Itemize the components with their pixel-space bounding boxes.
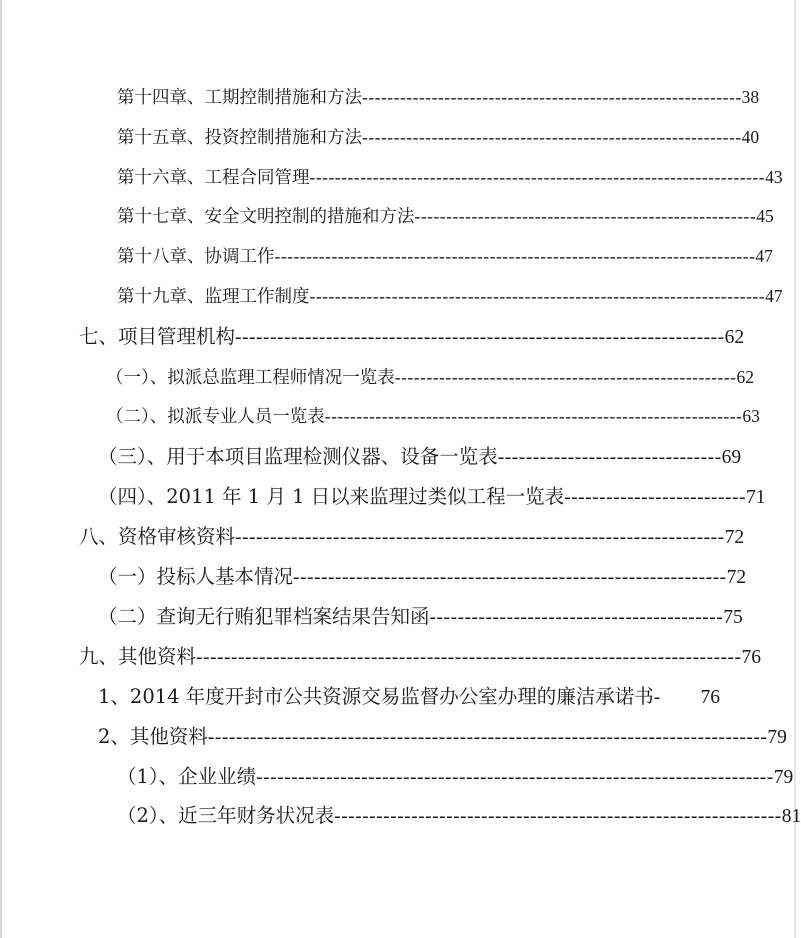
toc-entry-title: 第十七章、安全文明控制的措施和方法 — [117, 207, 415, 227]
toc-section-entry — [79, 645, 762, 668]
toc-entry — [117, 206, 774, 227]
toc-entry-page: 71 — [746, 487, 766, 508]
toc-entry-title: 第十八章、协调工作 — [117, 247, 275, 267]
toc-entry — [98, 687, 720, 708]
toc-entry — [117, 167, 783, 188]
toc-dot-leader: - — [653, 687, 661, 708]
toc-dot-leader: ------------------------------------------------------------ — [362, 127, 742, 147]
toc-dot-leader: ------------------------------------------------------ — [394, 367, 737, 387]
toc-dot-leader: ---------------------------------------------------------------------- — [235, 327, 725, 348]
toc-dot-leader: ------------------------------------------------------------------------ — [309, 167, 766, 187]
toc-entry — [117, 246, 773, 267]
toc-dot-leader: ------------------------------------------------------------------------ — [309, 286, 766, 306]
toc-dot-leader: ------------------------------------------------------ — [414, 206, 757, 226]
toc-dot-leader: ------------------------------------------------------------------ — [324, 406, 743, 426]
toc-entry-title: 2、其他资料 — [98, 725, 208, 748]
toc-dot-leader: -------------------------------------------------------------------------------- — [207, 727, 768, 748]
toc-entry-page: 76 — [700, 687, 720, 708]
toc-entry-page: 47 — [765, 286, 783, 306]
toc-section-entry — [79, 325, 745, 348]
toc-dot-leader: -------------------------- — [564, 487, 747, 508]
toc-entry — [98, 725, 787, 748]
toc-entry-page: 40 — [741, 127, 760, 147]
toc-entry-page: 72 — [724, 527, 745, 548]
toc-entry-title: （四）、2011 年 1 月 1 日以来监理过类似工程一览表 — [98, 485, 565, 508]
toc-entry — [98, 565, 747, 588]
toc-dot-leader: -------------------------------- — [497, 447, 722, 468]
toc-entry-page: 45 — [756, 206, 774, 226]
toc-entry-page: 62 — [724, 327, 745, 348]
toc-section-entry — [79, 525, 745, 548]
toc-entry — [98, 605, 743, 628]
toc-entry-title: （二）、拟派专业人员一览表 — [106, 407, 325, 427]
toc-entry-title: 第十六章、工程合同管理 — [117, 168, 310, 188]
toc-entry — [98, 485, 766, 508]
toc-dot-leader: ------------------------------------------------------------------------------ — [196, 647, 742, 668]
toc-entry — [98, 445, 742, 468]
toc-entry-title: 九、其他资料 — [79, 645, 197, 668]
toc-entry-title: （一）投标人基本情况 — [98, 565, 294, 588]
toc-entry-page: 38 — [741, 87, 760, 107]
toc-dot-leader: -------------------------------------------------------------- — [293, 567, 727, 588]
toc-entry-page: 79 — [773, 767, 794, 788]
toc-entry-title: （2）、近三年财务状况表 — [117, 804, 335, 827]
toc-entry — [117, 87, 760, 108]
toc-entry-title: （三）、用于本项目监理检测仪器、设备一览表 — [98, 445, 498, 468]
toc-entry — [106, 406, 760, 427]
toc-entry-title: （1）、企业业绩 — [117, 765, 257, 788]
toc-entry-title: （一）、拟派总监理工程师情况一览表 — [106, 368, 395, 388]
toc-entry-title: 第十四章、工期控制措施和方法 — [117, 88, 362, 108]
toc-entry-page: 79 — [767, 727, 787, 748]
toc-entry-page: 72 — [726, 567, 747, 588]
toc-entry-title: （二）查询无行贿犯罪档案结果告知函 — [98, 605, 430, 628]
toc-entry-page: 63 — [742, 406, 760, 426]
toc-dot-leader: -------------------------------------------------------------------------- — [256, 767, 774, 788]
toc-dot-leader: ---------------------------------------------------------------------- — [235, 527, 725, 548]
toc-dot-leader: ------------------------------------------------------------ — [362, 87, 742, 107]
toc-entry-page: 69 — [721, 447, 742, 468]
toc-entry-title: 八、资格审核资料 — [79, 525, 236, 548]
toc-dot-leader: ---------------------------------------------------------------- — [334, 806, 782, 827]
page-edge-left — [0, 0, 2, 938]
toc-entry-title: 第十五章、投资控制措施和方法 — [117, 128, 362, 148]
toc-entry-page: 43 — [765, 167, 783, 187]
toc-entry — [117, 765, 794, 788]
toc-entry-page: 81 — [781, 806, 801, 827]
toc-entry-page: 75 — [723, 607, 743, 628]
toc-dot-leader: ---------------------------------------------------------------------------- — [274, 246, 756, 266]
page-edge-right — [794, 0, 796, 938]
toc-entry-page: 47 — [755, 246, 773, 266]
toc-entry-page: 76 — [741, 647, 762, 668]
toc-entry — [117, 286, 783, 307]
toc-entry — [117, 127, 760, 148]
toc-entry-title: 第十九章、监理工作制度 — [117, 287, 310, 307]
toc-dot-leader: ------------------------------------------ — [429, 607, 724, 628]
toc-entry-title: 七、项目管理机构 — [79, 325, 236, 348]
toc-entry-page: 62 — [736, 367, 754, 387]
toc-entry — [106, 367, 754, 388]
toc-entry — [117, 804, 801, 827]
toc-entry-title: 1、2014 年度开封市公共资源交易监督办公室办理的廉洁承诺书 — [98, 685, 654, 708]
